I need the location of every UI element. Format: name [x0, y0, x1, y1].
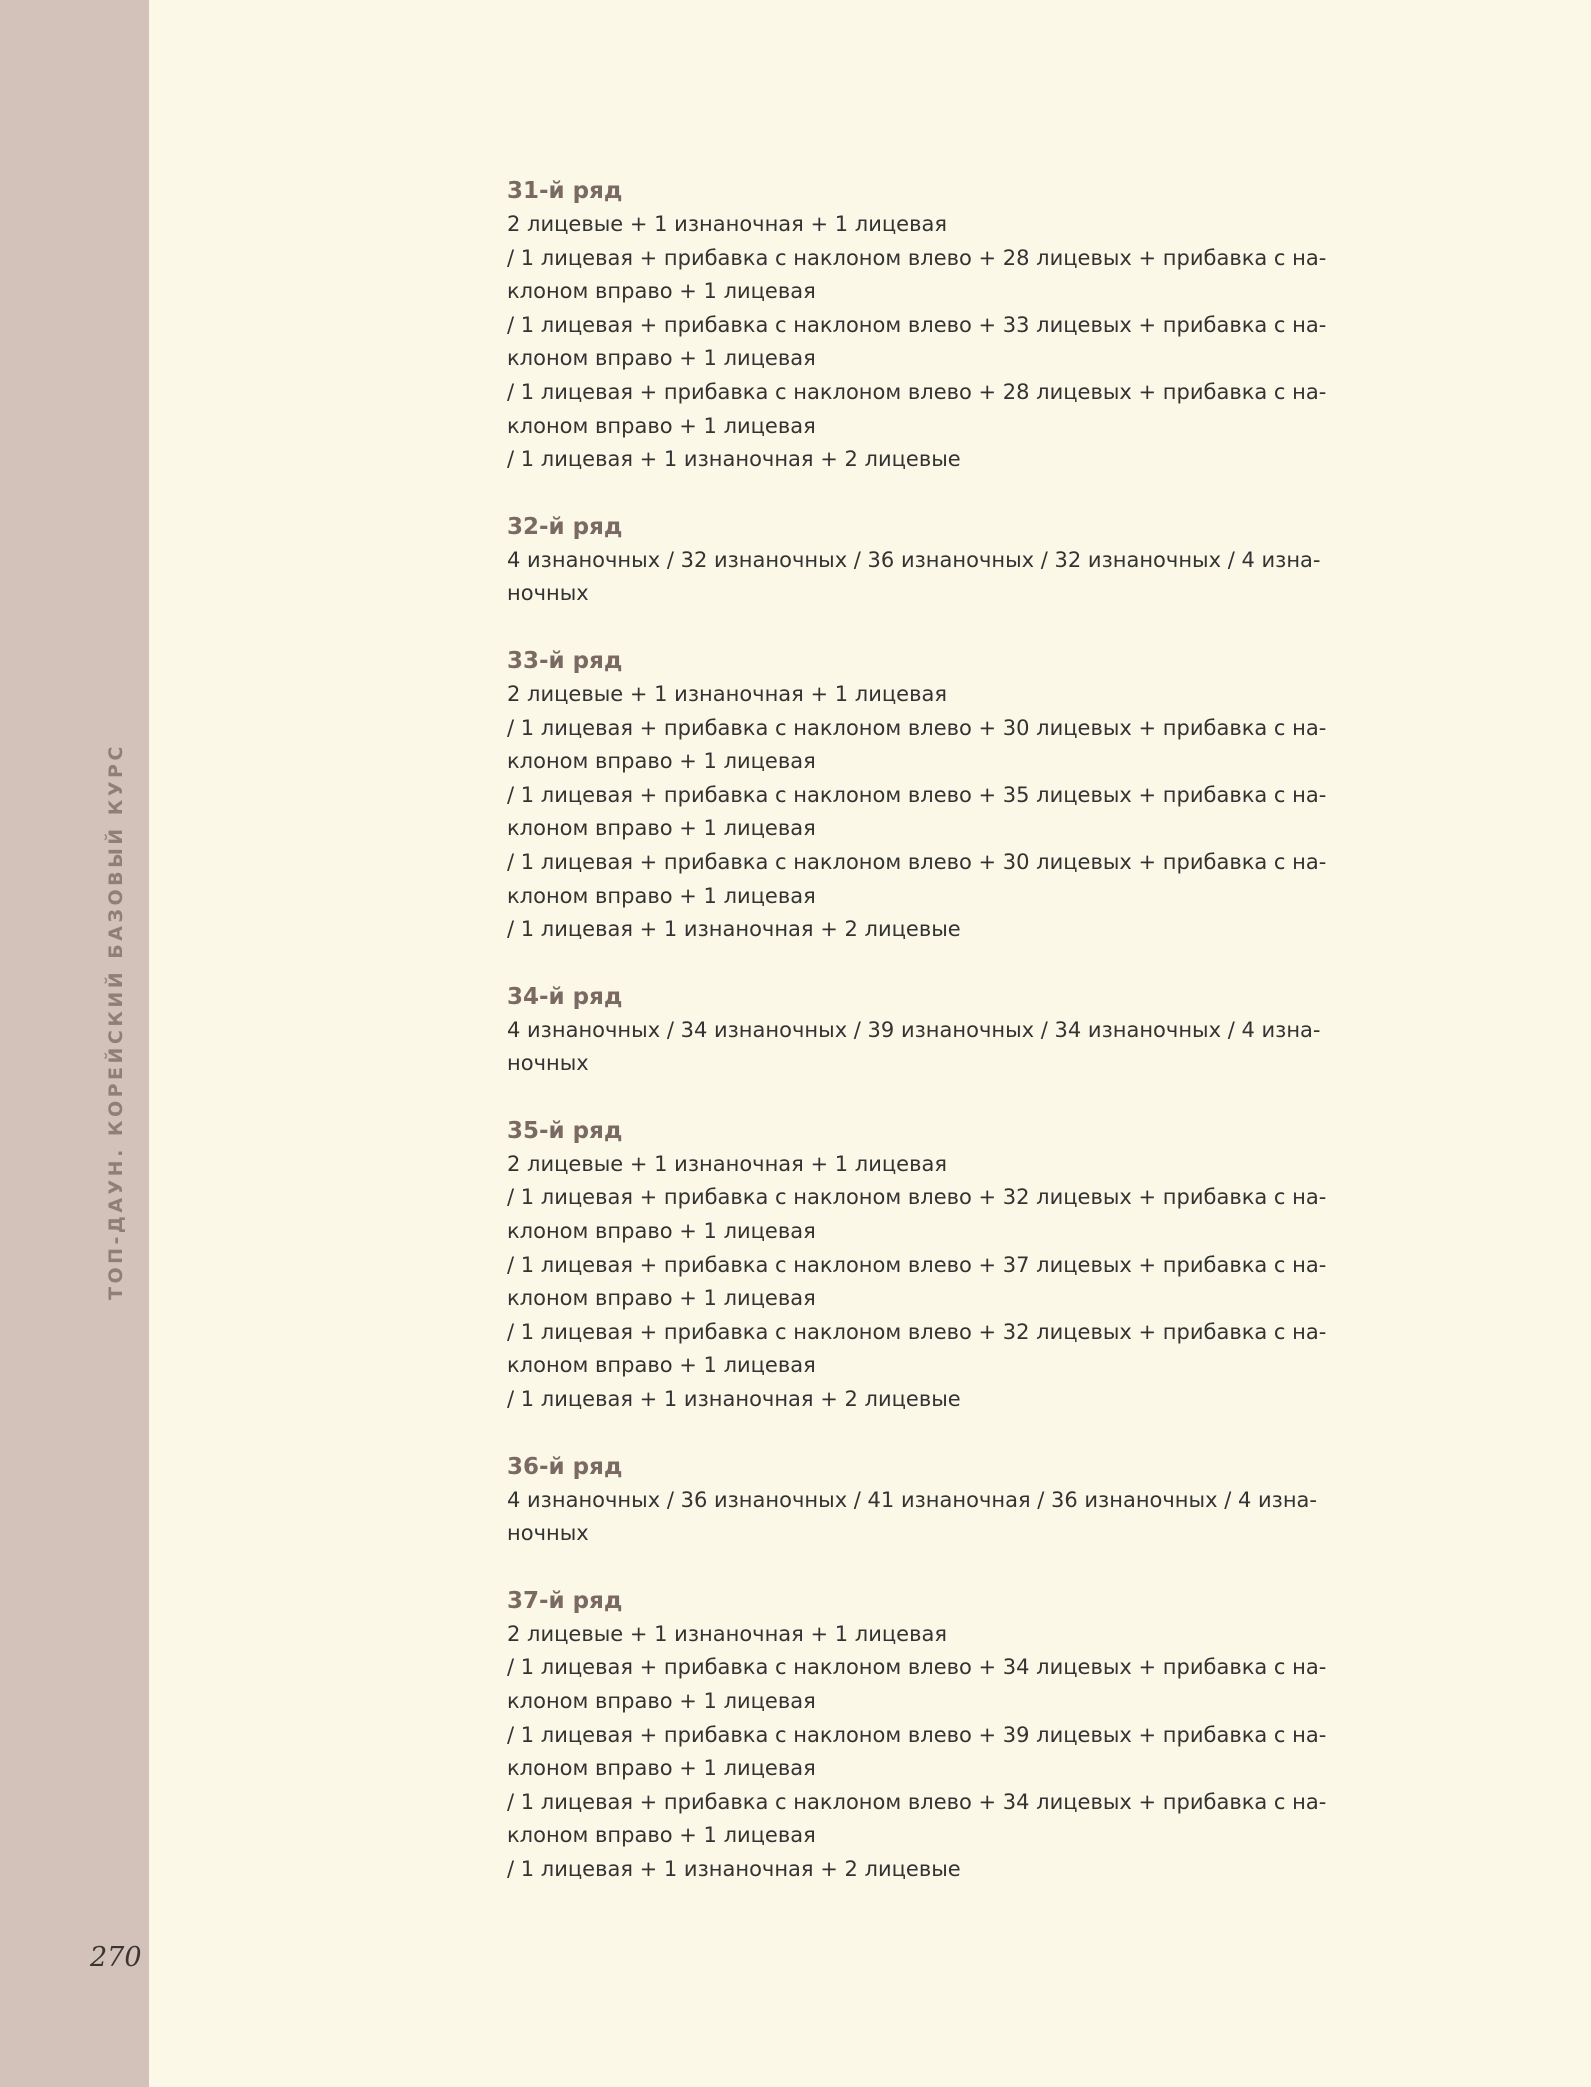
instruction-line: клоном вправо + 1 лицевая [507, 1823, 816, 1848]
instruction-line: / 1 лицевая + прибавка с наклоном влево + 37 лицевых + прибавка с на- [507, 1252, 1327, 1277]
instruction-line: клоном вправо + 1 лицевая [507, 1756, 816, 1781]
instruction-line: / 1 лицевая + прибавка с наклоном влево + 30 лицевых + прибавка с на- [507, 849, 1327, 874]
instruction-line: клоном вправо + 1 лицевая [507, 1286, 816, 1311]
instruction-line: 2 лицевые + 1 изнаночная + 1 лицевая [507, 681, 947, 706]
instruction-line: клоном вправо + 1 лицевая [507, 883, 816, 908]
row-block [507, 174, 1387, 477]
instruction-line: клоном вправо + 1 лицевая [507, 816, 816, 841]
instruction-line: / 1 лицевая + прибавка с наклоном влево + 28 лицевых + прибавка с на- [507, 245, 1327, 270]
instruction-line: / 1 лицевая + 1 изнаночная + 2 лицевые [507, 917, 961, 942]
row-block [507, 1450, 1387, 1551]
instruction-line: / 1 лицевая + прибавка с наклоном влево + 28 лицевых + прибавка с на- [507, 379, 1327, 404]
running-book-title: ТОП-ДАУН. КОРЕЙСКИЙ БАЗОВЫЙ КУРС [105, 743, 127, 1300]
row-block [507, 980, 1387, 1081]
page-number: 270 [90, 1942, 142, 1973]
instruction-line: клоном вправо + 1 лицевая [507, 1219, 816, 1244]
instruction-line: / 1 лицевая + прибавка с наклоном влево + 34 лицевых + прибавка с на- [507, 1655, 1327, 1680]
instruction-line: 4 изнаночных / 36 изнаночных / 41 изнаночная / 36 изнаночных / 4 изна- [507, 1487, 1317, 1512]
row-heading: 37-й ряд [507, 1587, 623, 1614]
row-block [507, 1584, 1387, 1887]
instruction-line: ночных [507, 1521, 589, 1546]
instruction-line: ночных [507, 581, 589, 606]
instruction-line: / 1 лицевая + прибавка с наклоном влево + 32 лицевых + прибавка с на- [507, 1319, 1327, 1344]
instruction-line: / 1 лицевая + 1 изнаночная + 2 лицевые [507, 1387, 961, 1412]
instruction-line: / 1 лицевая + прибавка с наклоном влево + 34 лицевых + прибавка с на- [507, 1789, 1327, 1814]
instruction-line: 2 лицевые + 1 изнаночная + 1 лицевая [507, 1621, 947, 1646]
row-block [507, 510, 1387, 611]
instruction-line: / 1 лицевая + прибавка с наклоном влево + 32 лицевых + прибавка с на- [507, 1185, 1327, 1210]
row-heading: 33-й ряд [507, 647, 623, 674]
row-block [507, 1114, 1387, 1417]
instruction-line: / 1 лицевая + прибавка с наклоном влево + 30 лицевых + прибавка с на- [507, 715, 1327, 740]
row-heading: 31-й ряд [507, 178, 623, 204]
row-heading: 34-й ряд [507, 983, 623, 1010]
instruction-line: / 1 лицевая + 1 изнаночная + 2 лицевые [507, 447, 961, 472]
instruction-line: / 1 лицевая + прибавка с наклоном влево + 39 лицевых + прибавка с на- [507, 1722, 1327, 1747]
pattern-instructions [507, 174, 1387, 1920]
row-heading: 35-й ряд [507, 1117, 623, 1144]
instruction-line: 4 изнаночных / 32 изнаночных / 36 изнаночных / 32 изнаночных / 4 изна- [507, 547, 1321, 572]
instruction-line: 2 лицевые + 1 изнаночная + 1 лицевая [507, 212, 947, 236]
instruction-line: / 1 лицевая + 1 изнаночная + 2 лицевые [507, 1856, 961, 1881]
instruction-line: клоном вправо + 1 лицевая [507, 1353, 816, 1378]
side-margin-strip [0, 0, 149, 2087]
instruction-line: 2 лицевые + 1 изнаночная + 1 лицевая [507, 1151, 947, 1176]
instruction-line: клоном вправо + 1 лицевая [507, 749, 816, 774]
row-heading: 32-й ряд [507, 513, 623, 540]
instruction-line: 4 изнаночных / 34 изнаночных / 39 изнаночных / 34 изнаночных / 4 изна- [507, 1017, 1321, 1042]
row-heading: 36-й ряд [507, 1453, 623, 1480]
instruction-line: клоном вправо + 1 лицевая [507, 413, 816, 438]
instruction-line: / 1 лицевая + прибавка с наклоном влево + 35 лицевых + прибавка с на- [507, 782, 1327, 807]
row-block [507, 644, 1387, 947]
instruction-line: ночных [507, 1051, 589, 1076]
instruction-line: клоном вправо + 1 лицевая [507, 1689, 816, 1713]
instruction-line: клоном вправо + 1 лицевая [507, 279, 816, 304]
instruction-line: / 1 лицевая + прибавка с наклоном влево + 33 лицевых + прибавка с на- [507, 312, 1327, 337]
instruction-line: клоном вправо + 1 лицевая [507, 346, 816, 371]
